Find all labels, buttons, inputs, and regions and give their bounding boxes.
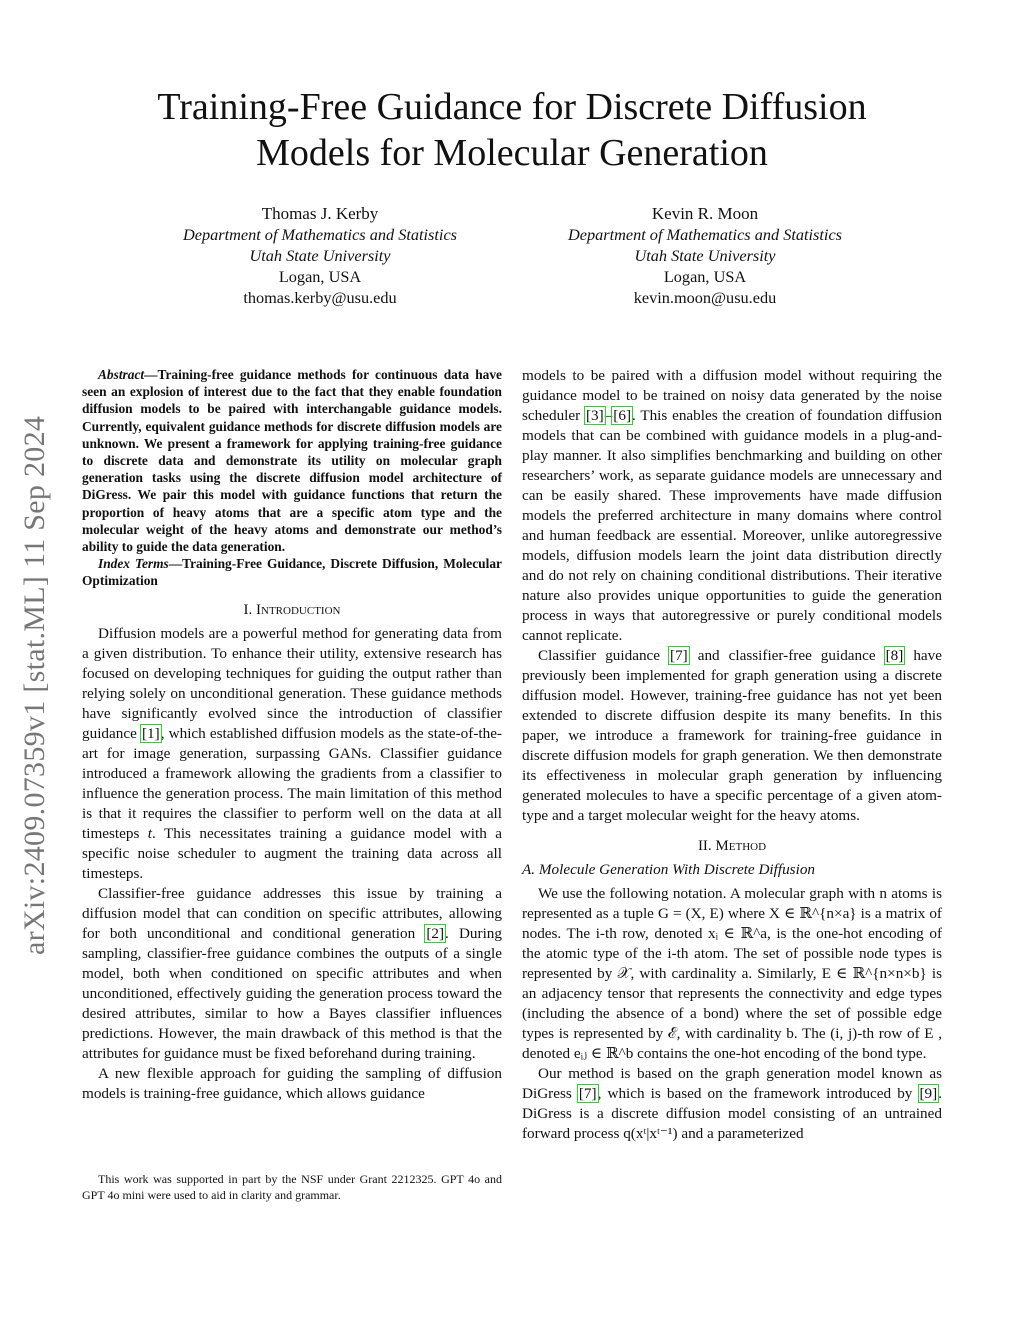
paragraph: models to be paired with a diffusion model without requiring the guidance model to be trained on noisy data generated by the noise scheduler [3]–[6]. This enables the creation of foundation diffusion models that can be combined with guidance models in a plug-and-play manner. It also simplifies benchmarking and building on other researchers’ work, as separate guidance models are unnecessary and can be easily shared. These improvements have made diffusion models the preferred architecture in many domains where control and human feedback are essential. Moreover, unlike autoregressive models, diffusion models learn the joint data distribution directly and do not rely on chaining conditional distributions. Their iterative nature also provides unique opportunities to guide the generation process in ways that autoregressive or purely conditional models cannot replicate. bbox=[522, 367, 942, 644]
citation-link[interactable]: [7] bbox=[578, 1085, 597, 1102]
paragraph: Classifier guidance [7] and classifier-free guidance [8] have previously been implemented for graph generation using a discrete diffusion model. However, training-free guidance has not yet been extended to discrete diffusion despite its many benefits. In this paper, we introduce a framework for training-free guidance in discrete diffusion models for graph generation. We then demonstrate its effectiveness in molecular graph generation by influencing generated molecules to have a specific percentage of a given atom-type and a target molecular weight for the heavy atoms. bbox=[522, 647, 943, 824]
citation-link[interactable]: [3] bbox=[585, 407, 604, 424]
paragraph: A new flexible approach for guiding the sampling of diffusion models is training-free guidance, which allows guidance bbox=[82, 1064, 502, 1102]
index-terms: Index Terms—Training-Free Guidance, Discrete Diffusion, Molecular Optimization bbox=[82, 556, 502, 589]
paragraph: Classifier-free guidance addresses this issue by training a diffusion model that can condition on specific attributes, allowing for both unconditional and conditional generation [2]. During sampling, classifier-free guidance combines the outputs of a single model, both when conditioned on specific attributes and when unconditioned, effectively guiding the generation process toward the desired attributes, similar to how a Bayes classifier influences predictions. However, the main drawback of this method is that the attributes for guidance must be fixed beforehand during training. bbox=[82, 884, 502, 1062]
citation-link[interactable]: [2] bbox=[426, 924, 445, 942]
citation-link[interactable]: [6] bbox=[613, 407, 632, 424]
abstract: Abstract—Training-free guidance methods for continuous data have seen an explosion of interest due to the fact that they enable foundation diffusion models to be paired with interchangable guidance models. Currently, equivalent guidance methods for discrete diffusion models are unknown. We present a framework for applying training-free guidance to discrete data and demonstrate its utility on molecular graph generation tasks using the discrete diffusion model architecture of DiGress. We pair this model with guidance functions that return the proportion of heavy atoms that are a specific atom type and the molecular weight of the heavy atoms and demonstrate our method’s ability to guide the data generation. bbox=[82, 367, 502, 555]
subsection-heading: A. Molecule Generation With Discrete Diffusion bbox=[522, 861, 816, 878]
paragraph: Diffusion models are a powerful method for generating data from a given distribution. To enhance their utility, extensive research has focused on developing techniques for guiding the output rather than relying solely on unconditional generation. These guidance methods have significantly evolved since the introduction of classifier guidance [1], which established diffusion models as the state-of-the-art for image generation, surpassing GANs. Classifier guidance introduced a framework allowing the gradients from a classifier to influence the generation process. The main limitation of this method is that it requires the classifier to perform well on the data at all timesteps t. This necessitates training a guidance model with a specific noise scheduler to augment the training data across all timesteps. bbox=[82, 624, 502, 882]
paragraph: Our method is based on the graph generation model known as DiGress [7], which is based on the framework introduced by [9]. DiGress is a discrete diffusion model consisting of an untrained forward process q(xᵗ|xᵗ⁻¹) and a parameterized bbox=[522, 1065, 943, 1142]
citation-link[interactable]: [7] bbox=[670, 647, 688, 664]
citation-link[interactable]: [1] bbox=[141, 724, 160, 742]
citation-link[interactable]: [9] bbox=[919, 1085, 938, 1102]
footnote: This work was supported in part by the NSF under Grant 2212325. GPT 4o and GPT 4o mini were used to aid in clarity and grammar. bbox=[82, 1172, 502, 1202]
author-block-2: Kevin R. Moon Department of Mathematics and Statistics Utah State University Logan, USA kevin.moon@usu.edu bbox=[545, 203, 865, 308]
section-heading-method: II. Method bbox=[697, 838, 767, 854]
arxiv-stamp: arXiv:2409.07359v1 [stat.ML] 11 Sep 2024 bbox=[18, 415, 51, 955]
right-column bbox=[522, 366, 942, 1144]
left-column bbox=[82, 366, 502, 1104]
section-heading-introduction: I. Introduction bbox=[243, 601, 341, 618]
author-block-1: Thomas J. Kerby Department of Mathematics and Statistics Utah State University Logan, USA thomas.kerby@usu.edu bbox=[160, 203, 480, 308]
paper-title: Training-Free Guidance for Discrete Diffusion Models for Molecular Generation bbox=[157, 86, 867, 174]
author-email[interactable]: kevin.moon@usu.edu bbox=[633, 288, 777, 307]
paragraph: We use the following notation. A molecular graph with n atoms is represented as a tuple G = (X, E) where X ∈ ℝ^{n×a} is a matrix of nodes. The i-th row, denoted xᵢ ∈ ℝ^a, is the one-hot encoding of the atomic type of the i-th atom. The set of possible node types is represented by 𝒳, with cardinality a. Similarly, E ∈ ℝ^{n×n×b} is an adjacency tensor that represents the connectivity and edge types (including the absence of a bond) where the set of possible edge types is represented by ℰ, with cardinality b. The (i, j)-th row of E , denoted eᵢⱼ ∈ ℝ^b contains the one-hot encoding of the bond type. bbox=[522, 885, 942, 1062]
author-email[interactable]: thomas.kerby@usu.edu bbox=[243, 288, 397, 307]
citation-link[interactable]: [8] bbox=[885, 647, 904, 664]
